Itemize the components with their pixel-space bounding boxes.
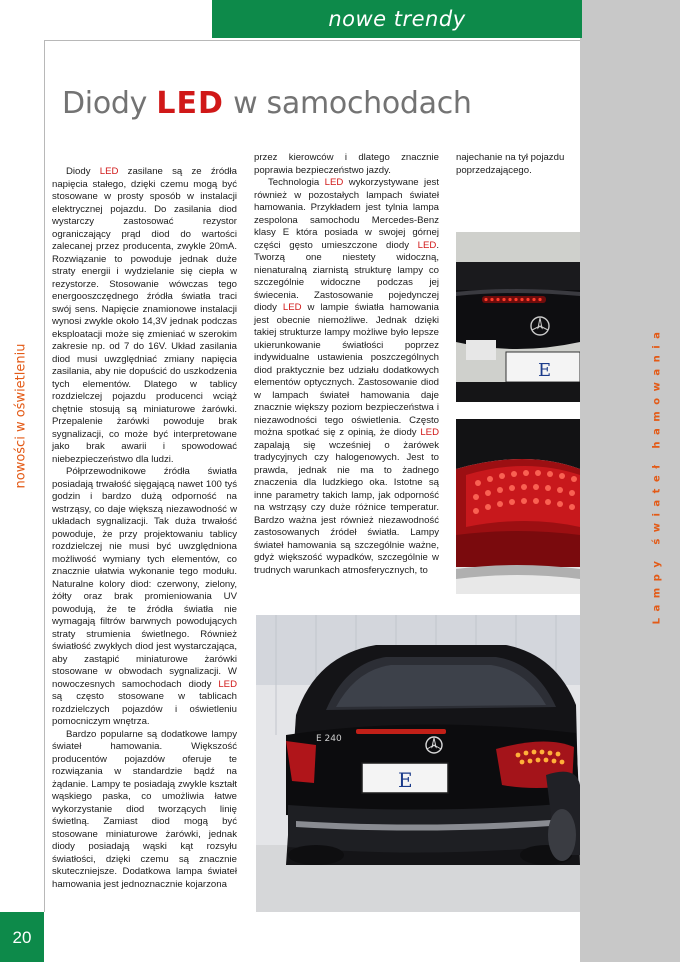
top-divider bbox=[44, 40, 580, 41]
plate-letter: E bbox=[398, 768, 413, 792]
paragraph: najechanie na tył pojazdu poprzedzającego. bbox=[456, 152, 565, 176]
photo-tail-lamp bbox=[456, 419, 580, 594]
photo-car-rear bbox=[256, 615, 580, 912]
brake-light-illustration bbox=[456, 232, 580, 402]
text-column-1 bbox=[52, 166, 237, 891]
text-column-2 bbox=[254, 152, 439, 577]
paragraph: Technologia LED wykorzystywane jest również w pozostałych lampach świateł hamowania. Przykładem jest tylnia lampa zespolona samochodu Mercedes-Benz klasy E która posiada w swojej górnej części gęsto umieszczone diody LED. Tworzą one niestety widoczną, nienaturalną ziarnistą strukturę lampy co szczególnie widoczne podczas jej świecenia. Zastosowanie pojedynczej diody LED w lampie światła hamowania jest obecnie niemożliwe. Jednak dzięki takiej strukturze lampy możliwe było lepsze ukierunkowanie światłości poprzez indywidualne ustawienia poszczególnych diod praktycznie bez udziału dodatkowych elementów optycznych. Zastosowanie diod w lampach świateł hamowania daje znacznie większy poziom bezpieczeństwa i niezawodności tego oświetlenia. Często można spotkać się z opinią, że diody LED zapalają się wcześniej o żarówek tradycyjnych czy halogenowych. Jest to prawda, jednak nie ma to żadnego znaczenia dla ludzkiego oka. Istotne są inne parametry takich lamp, jak odporność na wstrząsy czy duże różnice temperatur. Bardzo ważna jest również niezawodność zastosowanych źródeł światła. Lampy świateł hamowania są szczególnie ważne, gdyż większość wypadków, szczególnie w trudnych warunkach atmosferycznych, to bbox=[254, 177, 439, 576]
paragraph: Półprzewodnikowe źródła światła posiadają trwałość sięgającą nawet 100 tyś godzin i bardzo dużą odporność na wstrząsy, co daje większą niezawodność w układach sygnalizacji. Tak duża trwałość powoduje, że przy projektowaniu tablicy rozdzielczej nie musi być uwzględniona możliwość wymiany tych elementów, co znacznie ułatwia wykonanie tego modułu. Naturalne kolory diod: czerwony, zielony, żółty oraz brak promieniowania UV powodują, że te źródła światła nie wymagają filtrów barwnych powodujących straty strumienia świetlnego. Również światłość zwykłych diod jest wystarczająca, aby zastąpić miniaturowe żarówki stosowane w obwodach sygnalizacji. W nowoczesnych samochodach diody LED są często stosowane w tablicach rozdzielczych pojazdów i oświetleniu pomocniczym wnętrza. bbox=[52, 466, 237, 727]
page-number: 20 bbox=[0, 912, 44, 962]
plate-letter: E bbox=[538, 360, 552, 381]
side-label-left: nowości w oświetleniu bbox=[13, 343, 29, 489]
paragraph: Bardzo popularne są dodatkowe lampy świateł hamowania. Większość producentów pojazdów oferuje te rozwiązania w standardzie bądź na żądanie. Lampy te posiadają zwykle kształt wąskiego paska, co umożliwia łatwe wykorzystanie diod tworzących linię świetlną. Zamiast diod mogą być stosowane miniaturowe żarówki, jednak diody posiadają wąski kąt rozsyłu światłości, dzięki czemu są znacznie skuteczniejsze. Dodatkowa lampa świateł hamowania jest jednoznacznie kojarzona bbox=[52, 728, 237, 890]
paragraph: przez kierowców i dlatego znacznie poprawia bezpieczeństwo jazdy. bbox=[254, 152, 439, 176]
left-divider bbox=[44, 40, 45, 912]
tail-lamp-illustration bbox=[456, 419, 580, 594]
side-label-right: Lampy świateł hamowania bbox=[651, 325, 663, 625]
section-header: nowe trendy bbox=[212, 0, 582, 38]
car-badge: E 240 bbox=[316, 734, 342, 744]
article-title: Diody LED w samochodach bbox=[62, 86, 472, 121]
photo-brake-light bbox=[456, 232, 580, 402]
paragraph: Diody LED zasilane są ze źródła napięcia stałego, dzięki czemu mogą być stosowane w prosty sposób w instalacji elektrycznej pojazdu. Do zasilania diod wystarczy zastosować rezystor ograniczający prąd diod do wartości zalecanej przez producenta, zwykle 20mA. Rozwiązanie to powoduje jednak duże straty energii i wydzielanie się ciepła w rezystorze. Stosowanie wówczas tego energooszczędnego źródła światła traci swój sens. Napięcie znamionowe instalacji wynosi zwykle około 14,3V jednak podczas eksploatacji może się zmieniać w szerokim zakresie np. od 7 do 16V. Układ zasilania diod musi uwzględniać zmiany napięcia zasilania, aby nie dopuścić do uszkodzenia tych elementów. Dlatego w tablicy rozdzielczej pojazdu producenci wciąż chętnie stosują są miniaturowe żarówki. Przepalenie żarówki powoduje brak sygnalizacji, co może być interpretowane jako brak awarii i spowodować niebezpieczeństwo dla ludzi. bbox=[52, 166, 237, 465]
text-column-3 bbox=[456, 152, 576, 177]
car-illustration bbox=[256, 615, 580, 912]
